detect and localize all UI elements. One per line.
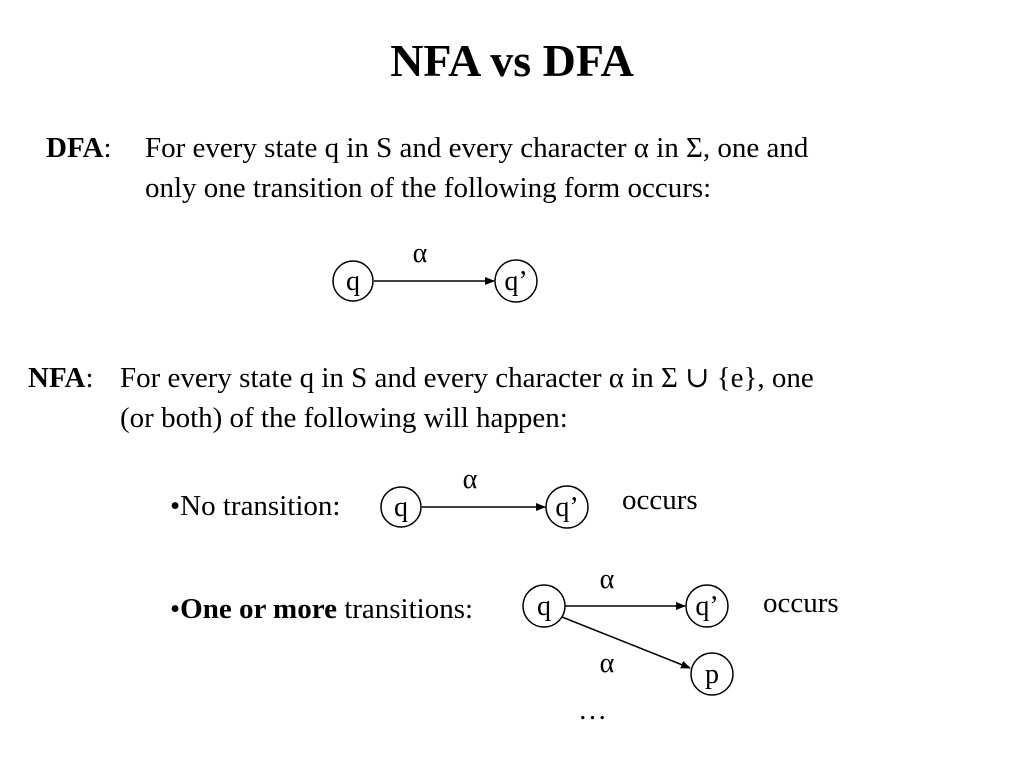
bullet: • bbox=[170, 593, 181, 625]
one-or-more-occurs: occurs bbox=[763, 587, 839, 619]
no-transition-label: No transition: bbox=[180, 490, 341, 522]
one-or-more-node-p-label: p bbox=[705, 659, 719, 690]
dfa-definition-line2: only one transition of the following form occurs: bbox=[145, 172, 712, 204]
dfa-node-q-prime-label: q’ bbox=[504, 266, 528, 297]
one-or-more-edge-label-1: α bbox=[599, 564, 615, 595]
one-or-more-node-q bbox=[523, 585, 565, 627]
nfa-definition-line1: For every state q in S and every character α in Σ ∪ {e}, one bbox=[120, 362, 814, 394]
dfa-diagram bbox=[333, 238, 537, 302]
dfa-definition-line1: For every state q in S and every character α in Σ, one and bbox=[145, 132, 809, 164]
dfa-term-text: DFA bbox=[46, 132, 104, 164]
nfa-colon: : bbox=[85, 362, 94, 394]
dfa-node-q-label: q bbox=[346, 266, 360, 297]
dfa-node-q-prime bbox=[495, 260, 537, 302]
one-or-more-node-q-prime-label: q’ bbox=[695, 591, 719, 622]
bullet: • bbox=[170, 490, 181, 522]
one-or-more-bold-label: One or more bbox=[180, 593, 337, 625]
no-transition-node-q-prime-label: q’ bbox=[555, 492, 579, 523]
no-transition-node-q-label: q bbox=[394, 492, 408, 523]
no-transition-occurs: occurs bbox=[622, 484, 698, 516]
dfa-edge-label: α bbox=[412, 238, 428, 269]
one-or-more-edge-label-2: α bbox=[599, 648, 615, 679]
no-transition-edge-label: α bbox=[462, 464, 478, 495]
ellipsis: … bbox=[578, 694, 607, 726]
dfa-node-q bbox=[333, 261, 373, 301]
one-or-more-diagram bbox=[523, 564, 733, 695]
no-transition-node-q-prime bbox=[546, 486, 588, 528]
page-title: NFA vs DFA bbox=[390, 35, 634, 86]
no-transition-node-q bbox=[381, 487, 421, 527]
one-or-more-node-q-prime bbox=[686, 585, 728, 627]
nfa-term-text: NFA bbox=[28, 362, 86, 394]
one-or-more-node-p bbox=[691, 653, 733, 695]
one-or-more-label: transitions: bbox=[336, 593, 474, 625]
one-or-more-edge-q-to-p bbox=[562, 617, 690, 668]
one-or-more-node-q-label: q bbox=[537, 591, 551, 622]
nfa-definition-line2: (or both) of the following will happen: bbox=[120, 402, 568, 434]
no-transition-diagram bbox=[381, 464, 588, 528]
dfa-colon: : bbox=[103, 132, 112, 164]
